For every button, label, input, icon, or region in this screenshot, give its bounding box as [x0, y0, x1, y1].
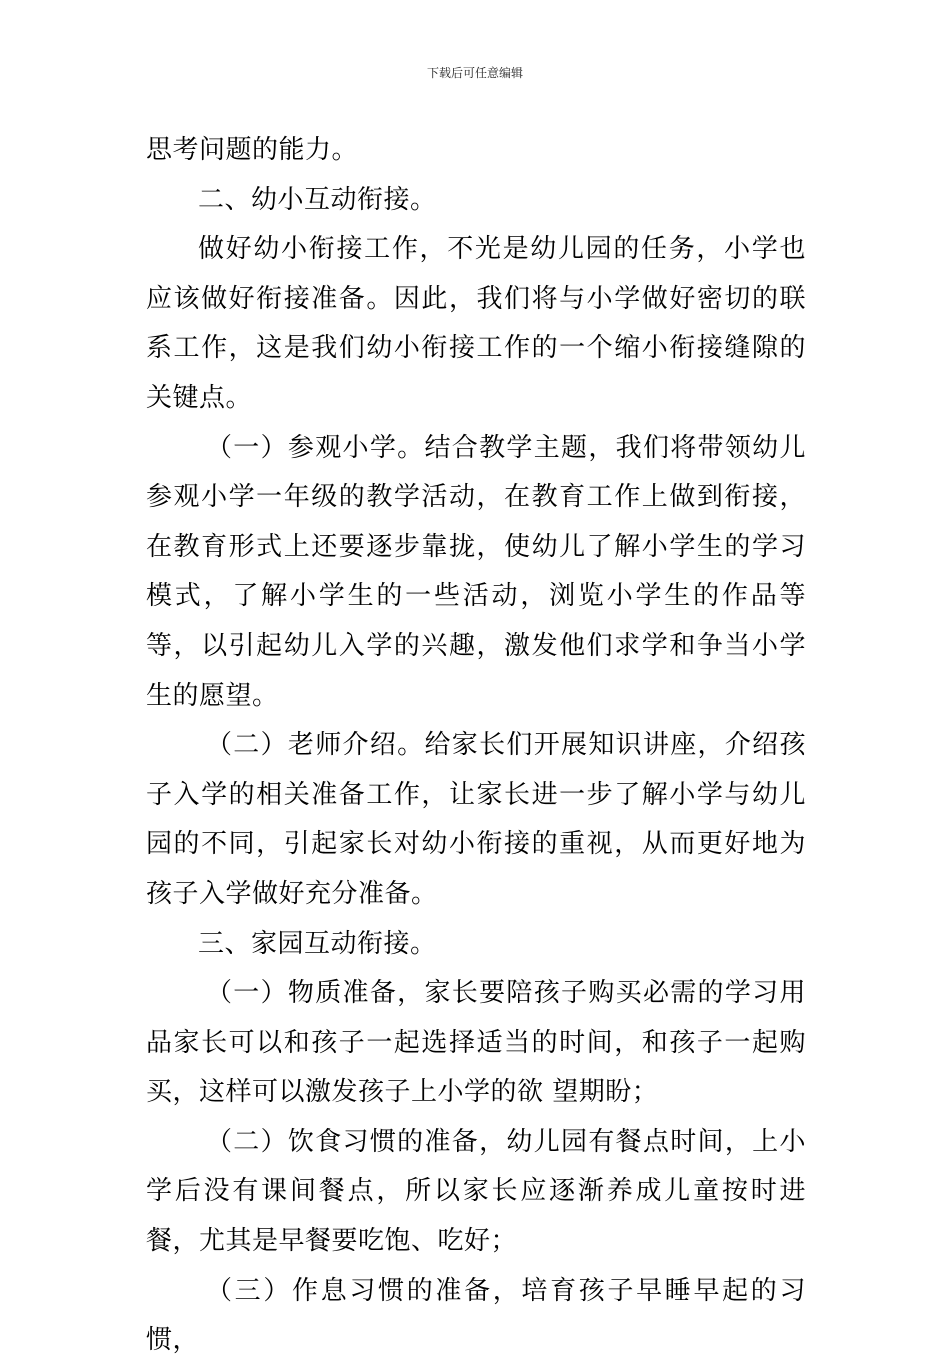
paragraph-sleep-habits: （三）作息习惯的准备，培育孩子早睡早起的习惯， [146, 1275, 806, 1356]
paragraph-diet-habits: （二）饮食习惯的准备，幼儿园有餐点时间，上小学后没有课间餐点，所以家长应逐渐养成儿童按时进餐，尤其是早餐要吃饱、吃好； [146, 1126, 806, 1257]
paragraph-material-prep: （一）物质准备，家长要陪孩子购买必需的学习用品家长可以和孩子一起选择适当的时间，和孩子一起购买，这样可以激发孩子上小学的欲 望期盼； [146, 978, 806, 1108]
paragraph-section-2-intro: 做好幼小衔接工作，不光是幼儿园的任务，小学也应该做好衔接准备。因此，我们将与小学做好密切的联系工作，这是我们幼小衔接工作的一个缩小衔接缝隙的关键点。 [146, 234, 806, 413]
page-header-note: 下载后可任意编辑 [426, 66, 523, 80]
section-heading-3: 三、家园互动衔接。 [198, 928, 437, 959]
paragraph-visit-school: （一）参观小学。结合教学主题，我们将带领幼儿参观小学一年级的教学活动，在教育工作上做到衔接，在教育形式上还要逐步靠拢，使幼儿了解小学生的学习模式，了解小学生的一些活动，浏览小学生的作品等等，以引起幼儿入学的兴趣，激发他们求学和争当小学生的愿望。 [146, 432, 806, 711]
paragraph-continuation: 思考问题的能力。 [146, 135, 359, 165]
paragraph-teacher-intro: （二）老师介绍。给家长们开展知识讲座，介绍孩子入学的相关准备工作，让家长进一步了解小学与幼儿园的不同，引起家长对幼小衔接的重视，从而更好地为孩子入学做好充分准备。 [146, 730, 806, 909]
document-body [146, 126, 806, 1366]
section-heading-2: 二、幼小互动衔接。 [198, 184, 437, 215]
